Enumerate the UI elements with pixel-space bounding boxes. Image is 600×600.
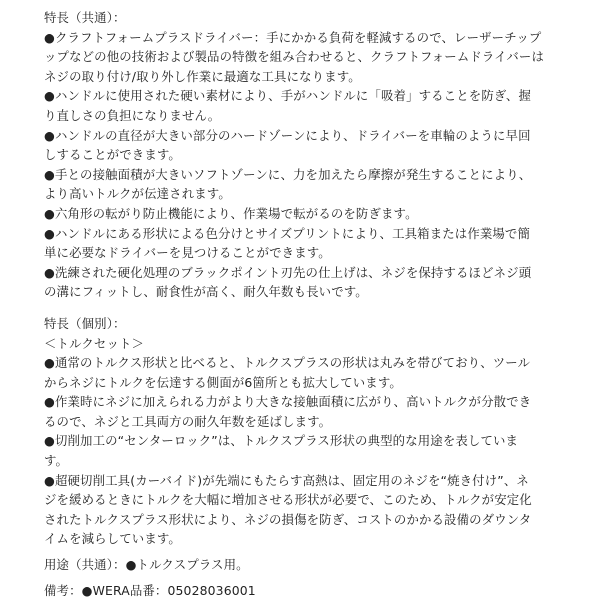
individual-feature-line: ●切削加工の“センターロック”は、トルクスプラス形状の典型的な用途を表していま	[44, 433, 519, 449]
usage-section	[44, 555, 578, 575]
common-feature-line: ●ハンドルにある形状による色分けとサイズプリントにより、工具箱または作業場で簡	[44, 225, 531, 241]
usage-text: 用途（共通）：●トルクスプラス用。	[44, 557, 249, 573]
common-feature-line: 単に必要なドライバーを見つけることができます。	[44, 245, 331, 261]
common-feature-line: ●クラフトフォームプラスドライバー：手にかかる負荷を軽減するので、レーザーチップ	[44, 29, 542, 45]
common-feature-line: しすることができます。	[44, 147, 181, 163]
common-feature-line: ●ハンドルの直径が大きい部分のハードゾーンにより、ドライバーを車輪のように早回	[44, 127, 531, 143]
common-feature-line: ップなどの他の技術および製品の特徴を組み合わせると、クラフトフォームドライバーは	[44, 49, 545, 65]
individual-features-heading: 特長（個別）：	[44, 315, 126, 331]
individual-feature-line: からネジにトルクを伝達する側面が6箇所とも拡大しています。	[44, 374, 402, 390]
common-feature-line: ネジの取り付け/取り外し作業に最適な工具になります。	[44, 68, 361, 84]
common-feature-line: り直しさの負担になりません。	[44, 107, 221, 123]
notes-section	[44, 581, 578, 600]
individual-features-section	[44, 314, 578, 549]
section-spacer	[44, 302, 578, 314]
individual-feature-line: ジを緩めるときにトルクを大幅に増加させる形状が必要で、このため、トルクが安定化	[44, 492, 532, 508]
notes-text: 備考：●WERA品番：05028036001	[44, 582, 256, 598]
individual-feature-line: イムを減らしています。	[44, 531, 181, 547]
common-features-section	[44, 8, 578, 302]
common-feature-line: ●六角形の転がり防止機能により、作業場で転がるのを防ぎます。	[44, 205, 418, 221]
common-feature-line: より高いトルクが伝達されます。	[44, 186, 231, 202]
individual-features-subheading: ＜トルクセット＞	[44, 335, 145, 351]
common-feature-line: ●手との接触面積が大きいソフトゾーンに、力を加えたら摩擦が発生することにより、	[44, 166, 532, 182]
common-feature-line: ●ハンドルに使用された硬い素材により、手がハンドルに「吸着」することを防ぎ、握	[44, 88, 532, 104]
individual-feature-line: ●超硬切削工具(カーバイド)が先端にもたらす高熱は、固定用のネジを“焼き付け”、ネ	[44, 472, 529, 488]
individual-feature-line: されたトルクスプラス形状により、ネジの損傷を防ぎ、コストのかかる設備のダウンタ	[44, 511, 532, 527]
common-feature-line: ●洗練された硬化処理のブラックポイント刃先の仕上げは、ネジを保持するほどネジ頭	[44, 264, 532, 280]
individual-feature-line: す。	[44, 453, 69, 469]
individual-feature-line: ●作業時にネジに加えられる力がより大きな接触面積に広がり、高いトルクが分散でき	[44, 394, 532, 410]
individual-feature-line: るので、ネジと工具両方の耐久年数を延ばします。	[44, 413, 332, 429]
individual-feature-line: ●通常のトルクス形状と比べると、トルクスプラスの形状は丸みを帯びており、ツール	[44, 355, 531, 371]
common-feature-line: の溝にフィットし、耐食性が高く、耐久年数も長いです。	[44, 284, 368, 300]
common-features-heading: 特長（共通）：	[44, 10, 126, 25]
